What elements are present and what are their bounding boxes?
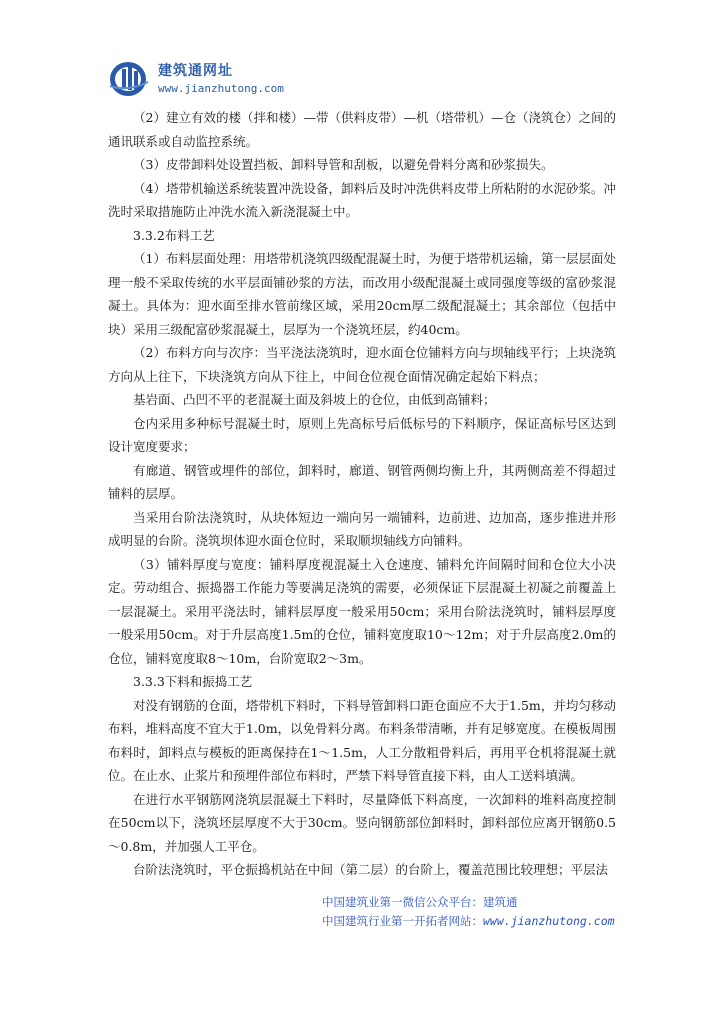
footer-wechat-line: 中国建筑业第一微信公众平台：建筑通 [322, 895, 518, 909]
jianzhutong-logo-icon [108, 58, 152, 98]
page-footer [322, 893, 622, 931]
document-body [108, 106, 616, 882]
section-heading: 3.3.3下料和振捣工艺 [133, 674, 253, 689]
brand-url-link[interactable]: www.jianzhutong.com [158, 82, 284, 95]
footer-website-line [322, 912, 622, 931]
paragraph: 台阶法浇筑时，平仓振捣机站在中间（第二层）的台阶上，覆盖范围比较理想；平层法 [133, 862, 609, 877]
paragraph: （2）建立有效的楼（拌和楼）—带（供料皮带）—机（塔带机）—仓（浇筑仓）之间的通讯联系或自动监控系统。 [108, 110, 616, 149]
paragraph: 基岩面、凸凹不平的老混凝土面及斜坡上的仓位，由低到高铺料； [133, 392, 496, 407]
site-header [108, 54, 408, 104]
paragraph: 当采用台阶法浇筑时，从块体短边一端向另一端铺料，边前进、边加高，逐步推进并形成明显的台阶。浇筑坝体迎水面仓位时，采取顺坝轴线方向铺料。 [108, 509, 616, 548]
paragraph: （2）布料方向与次序：当平浇法浇筑时，迎水面仓位铺料方向与坝轴线平行；上块浇筑方向从上往下，下块浇筑方向从下往上，中间仓位视仓面情况确定起始下料点； [108, 345, 616, 384]
paragraph: 仓内采用多种标号混凝土时，原则上先高标号后低标号的下料顺序，保证高标号区达到设计宽度要求； [108, 415, 616, 454]
brand-name: 建筑通网址 [158, 63, 233, 79]
paragraph: （1）布料层面处理：用塔带机浇筑四级配混凝土时，为便于塔带机运输，第一层层面处理一般不采取传统的水平层面铺砂浆的方法，而改用小级配混凝土或同强度等级的富砂浆混凝土。具体为：迎水面至排水管前缘区域，采用20cm厚二级配混凝土；其余部位（包括中块）采用三级配富砂浆混凝土，层厚为一个浇筑坯层，约40cm。 [108, 251, 616, 337]
paragraph: （4）塔带机输送系统装置冲洗设备，卸料后及时冲洗供料皮带上所粘附的水泥砂浆。冲洗时采取措施防止冲洗水流入新浇混凝土中。 [108, 180, 616, 219]
paragraph: 有廊道、钢管或埋件的部位，卸料时，廊道、钢管两侧均衡上升，其两侧高差不得超过铺料的层厚。 [108, 462, 616, 501]
section-heading: 3.3.2布料工艺 [133, 227, 215, 243]
paragraph: 对没有钢筋的仓面，塔带机下料时，下料导管卸料口距仓面应不大于1.5m，并均匀移动布料，堆料高度不宜大于1.0m，以免骨料分离。布料条带清晰，并有足够宽度。在模板周围布料时，卸料点与模板的距离保持在1～1.5m，人工分散粗骨料后，再用平仓机将混凝土就位。在止水、止浆片和预埋件部位布料时，严禁下料导管直接下料，由人工送料填满。 [108, 697, 616, 783]
footer-website-link[interactable]: www.jianzhutong.com [483, 914, 615, 928]
paragraph: （3）皮带卸料处设置挡板、卸料导管和刮板，以避免骨料分离和砂浆损失。 [133, 157, 554, 172]
paragraph: （3）铺料厚度与宽度：铺料厚度视混凝土入仓速度、铺料允许间隔时间和仓位大小决定。劳动组合、振捣器工作能力等要满足浇筑的需要，必须保证下层混凝土初凝之前覆盖上一层混凝土。采用平浇法时，铺料层厚度一般采用50cm；采用台阶法浇筑时，铺料层厚度一般采用50cm。对于升层高度1.5m的仓位，铺料宽度取10～12m；对于升层高度2.0m的仓位，铺料宽度取8～10m，台阶宽取2～3m。 [108, 556, 616, 666]
footer-website-label: 中国建筑行业第一开拓者网站： [322, 914, 483, 928]
paragraph: 在进行水平钢筋网浇筑层混凝土下料时，尽量降低下料高度，一次卸料的堆料高度控制在50cm以下，浇筑坯层厚度不大于30cm。竖向钢筋部位卸料时，卸料部位应离开钢筋0.5～0.8m，并加强人工平仓。 [108, 791, 616, 854]
